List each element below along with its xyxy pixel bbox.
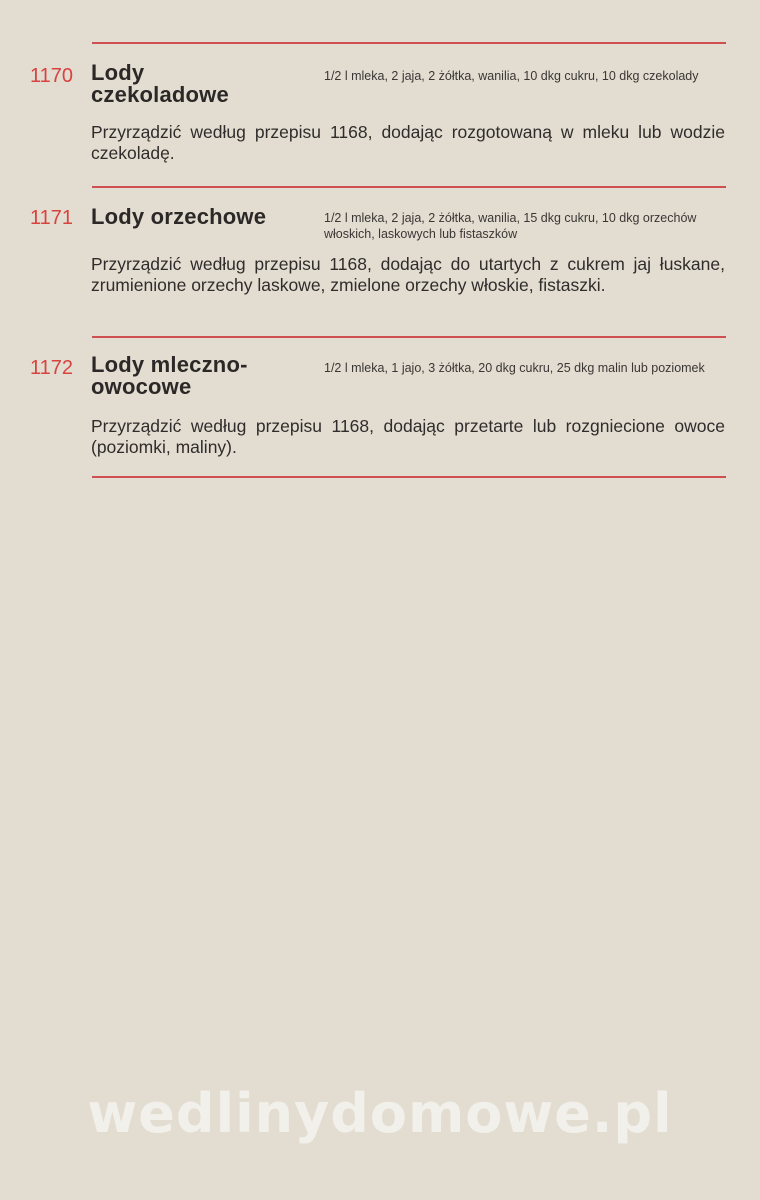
recipe-title-line: Lody orzechowe xyxy=(91,204,267,229)
recipe-ingredients: 1/2 l mleka, 2 jaja, 2 żółtka, wanilia, 15 dkg cukru, 10 dkg orzechów włoskich, laskowych lub fistaszków xyxy=(324,211,697,241)
recipe-instructions: Przyrządzić według przepisu 1168, dodając do utartych z cukrem jaj łuskane, zrumienione orzechy laskowe, zmielone orzechy włoskie, fistaszki. xyxy=(91,254,725,295)
divider-rule xyxy=(92,186,726,188)
divider-rule xyxy=(92,476,726,478)
recipe-number: 1170 xyxy=(30,65,74,87)
divider-rule xyxy=(92,42,726,44)
recipe-title xyxy=(91,354,311,398)
recipe-number: 1172 xyxy=(30,357,74,379)
recipe-ingredients: 1/2 l mleka, 2 jaja, 2 żółtka, wanilia, 10 dkg cukru, 10 dkg czekolady xyxy=(324,69,699,83)
recipe-number: 1171 xyxy=(30,207,74,229)
recipe-title-line: czekoladowe xyxy=(91,82,229,107)
watermark: wedlinydomowe.pl xyxy=(87,1082,673,1145)
recipe-title-line: owocowe xyxy=(91,374,192,399)
divider-rule xyxy=(92,336,726,338)
recipe-title xyxy=(91,206,311,228)
recipe-ingredients: 1/2 l mleka, 1 jajo, 3 żółtka, 20 dkg cukru, 25 dkg malin lub poziomek xyxy=(324,361,705,375)
recipe-title-line: Lody mleczno- xyxy=(91,352,248,377)
recipe-instructions: Przyrządzić według przepisu 1168, dodając przetarte lub rozgniecione owoce (poziomki, maliny). xyxy=(91,416,725,457)
recipe-instructions: Przyrządzić według przepisu 1168, dodając rozgotowaną w mleku lub wodzie czekoladę. xyxy=(91,122,725,163)
recipe-title-line: Lody xyxy=(91,60,145,85)
recipe-title xyxy=(91,62,311,106)
